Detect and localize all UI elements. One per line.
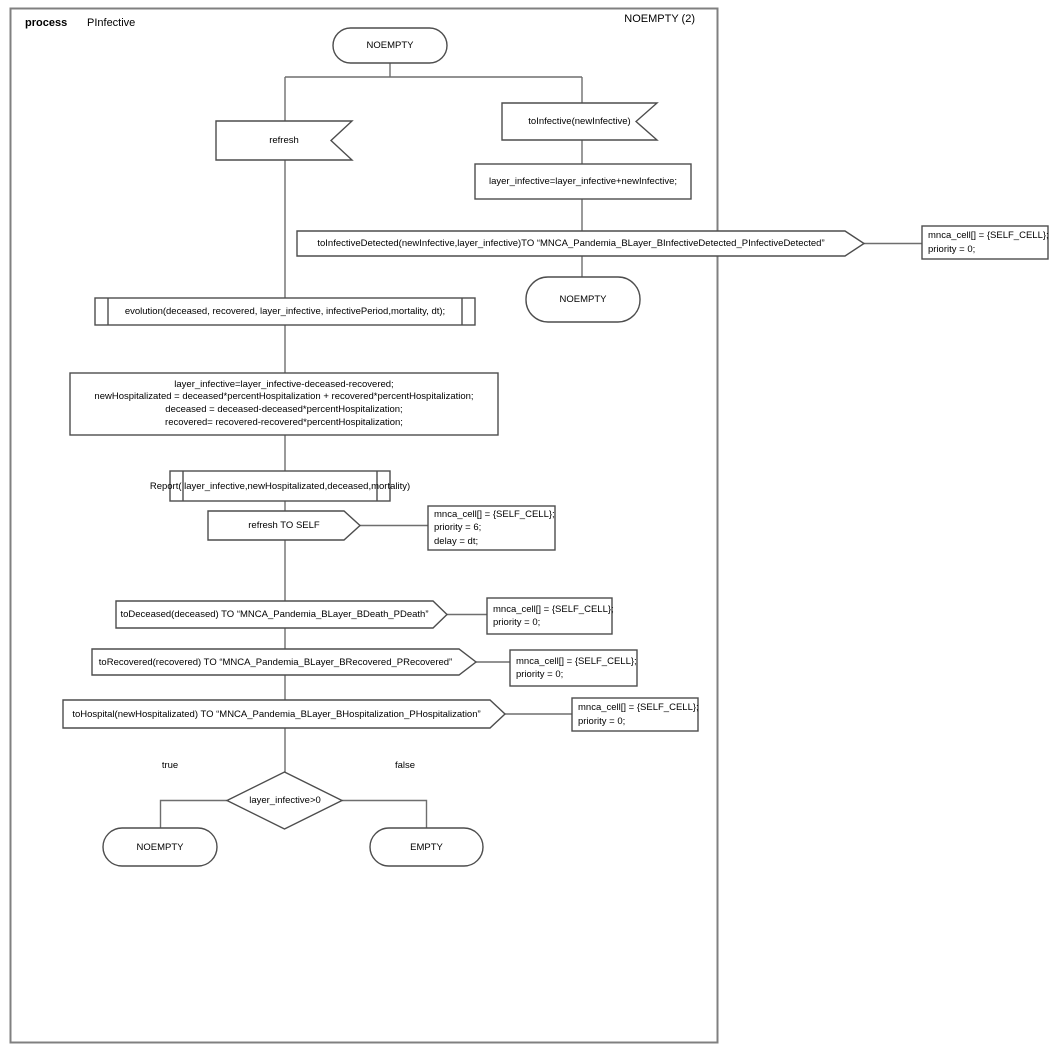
output-to-recovered-label: toRecovered(recovered) TO “MNCA_Pandemia_BLayer_BRecovered_PRecovered”	[98, 656, 453, 668]
note-hospital	[572, 698, 698, 731]
procedure-evolution-label: evolution(deceased, recovered, layer_infective, infectivePeriod,mortality, dt);	[124, 306, 446, 317]
update-line-3: deceased = deceased-deceased*percentHospitalization;	[165, 404, 403, 415]
procedure-report-label: Report( layer_infective,newHospitalizated,deceased,mortality)	[149, 480, 411, 492]
note-hospital-line-1: mnca_cell[] = {SELF_CELL};	[578, 702, 699, 713]
process-name: PInfective	[87, 17, 136, 29]
note-detected	[922, 226, 1048, 259]
note-detected-line-2: priority = 0;	[928, 243, 976, 255]
note-hospital-line-2: priority = 0;	[578, 715, 626, 727]
state-page-ref: NOEMPTY (2)	[624, 13, 695, 25]
note-refresh-self	[428, 506, 555, 550]
note-deceased-line-1: mnca_cell[] = {SELF_CELL};	[493, 603, 614, 615]
note-recovered-line-1: mnca_cell[] = {SELF_CELL};	[516, 655, 637, 667]
state-empty-false-label: EMPTY	[410, 841, 443, 853]
task-update-block-label	[70, 373, 498, 435]
note-refresh-self-line-2: priority = 6;	[434, 522, 482, 534]
to-infective-input-label: toInfective(newInfective)	[528, 116, 631, 127]
note-deceased	[487, 598, 612, 634]
note-deceased-line-2: priority = 0;	[493, 617, 541, 628]
update-line-2: newHospitalizated = deceased*percentHospitalization + recovered*percentHospitalization;	[94, 391, 474, 403]
output-refresh-self-label: refresh TO SELF	[248, 520, 320, 531]
output-to-hospital-label: toHospital(newHospitalizated) TO “MNCA_Pandemia_BLayer_BHospitalization_PHospitalization”	[72, 708, 481, 720]
state-noempty-true-label: NOEMPTY	[136, 841, 184, 853]
output-to-infective-detected-label: toInfectiveDetected(newInfective,layer_infective)TO “MNCA_Pandemia_BLayer_BInfectiveDetected_PInfectiveDetected”	[317, 238, 825, 249]
process-kind-label: process	[25, 17, 68, 29]
state-noempty-mid-label: NOEMPTY	[559, 294, 607, 305]
connector-line-false-branch	[342, 801, 427, 829]
update-line-1: layer_infective=layer_infective-deceased-recovered;	[174, 378, 394, 390]
decision-condition-label: layer_infective>0	[249, 795, 321, 806]
note-recovered	[510, 650, 637, 686]
refresh-input-label: refresh	[269, 135, 299, 146]
start-state-label: NOEMPTY	[366, 40, 414, 51]
note-recovered-line-2: priority = 0;	[516, 669, 564, 680]
decision-false-label: false	[394, 759, 416, 771]
note-refresh-self-line-1: mnca_cell[] = {SELF_CELL};	[434, 508, 555, 520]
connector-line-true-branch	[161, 801, 228, 829]
decision-true-label: true	[161, 759, 179, 771]
output-to-deceased-label: toDeceased(deceased) TO “MNCA_Pandemia_BLayer_BDeath_PDeath”	[120, 609, 429, 620]
task-add-infective-label: layer_infective=layer_infective+newInfective;	[489, 176, 677, 187]
note-detected-line-1: mnca_cell[] = {SELF_CELL};	[928, 230, 1049, 241]
note-refresh-self-line-3: delay = dt;	[434, 535, 479, 547]
update-line-4: recovered= recovered-recovered*percentHospitalization;	[165, 416, 403, 428]
